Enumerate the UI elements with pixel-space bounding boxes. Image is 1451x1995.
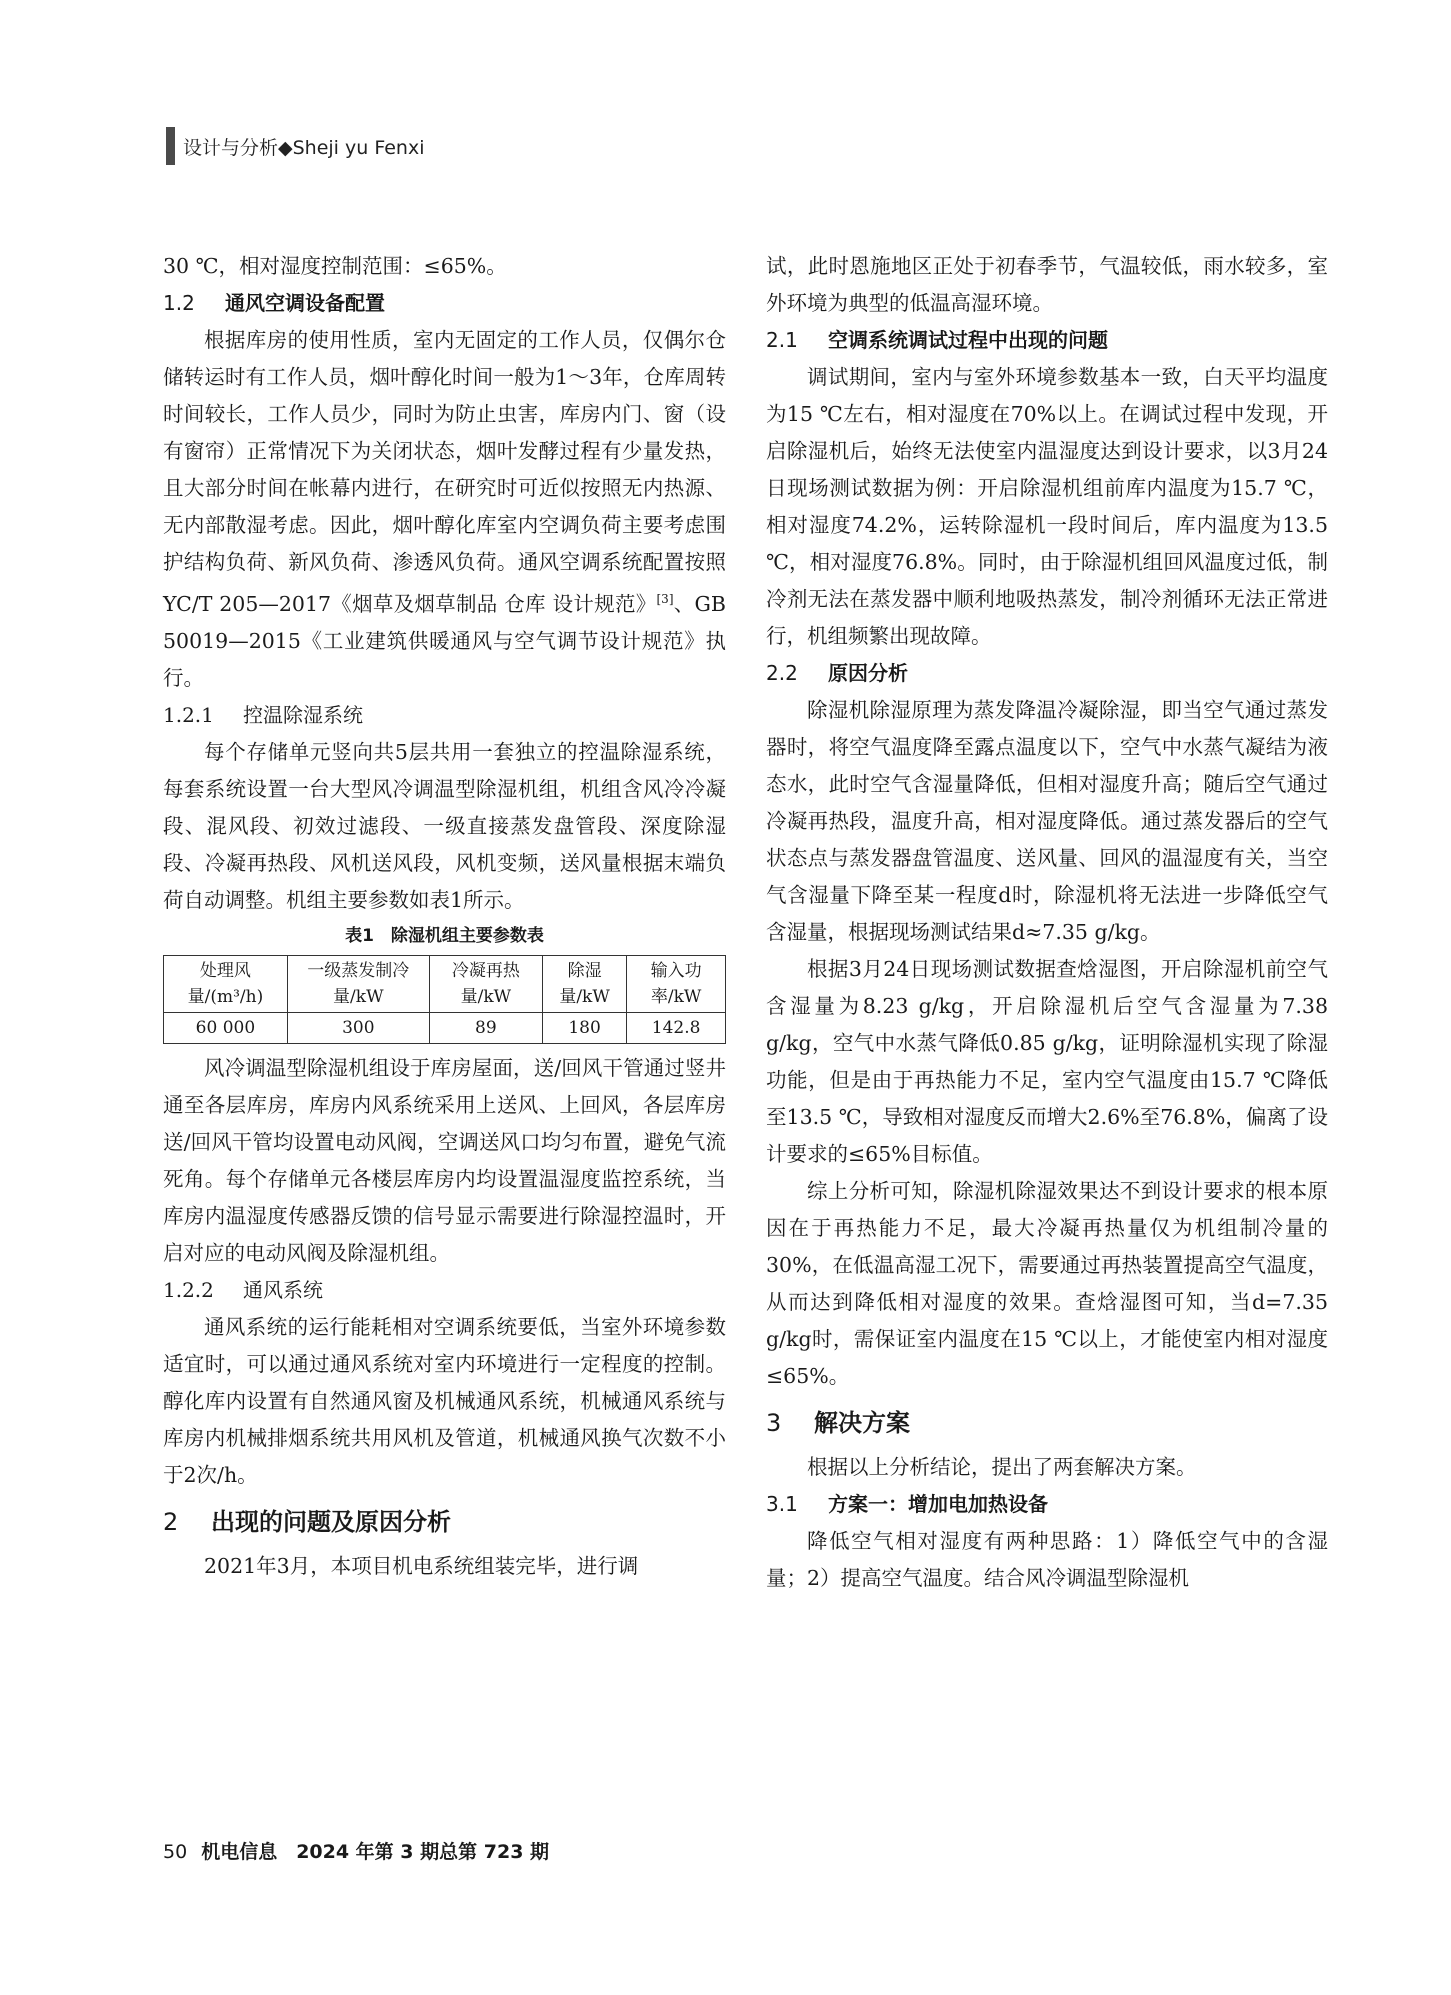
section-number: 1.2.2	[163, 1277, 214, 1302]
section-title: 通风系统	[243, 1277, 323, 1302]
section-number: 1.2.1	[163, 702, 214, 727]
section-heading	[163, 285, 726, 322]
section-title: 解决方案	[814, 1409, 910, 1437]
paragraph: 2021年3月，本项目机电系统组装完毕，进行调	[204, 1553, 639, 1578]
table-header-cell: 输入功率/kW	[627, 955, 726, 1012]
table-cell: 60 000	[164, 1012, 288, 1043]
paragraph	[163, 322, 726, 697]
subsection-heading	[163, 697, 726, 734]
section-title: 空调系统调试过程中出现的问题	[828, 328, 1108, 352]
paragraph: 30 ℃，相对湿度控制范围：≤65%。	[163, 254, 507, 278]
table-row	[164, 1012, 726, 1043]
paragraph: 试，此时恩施地区正处于初春季节，气温较低，雨水较多，室外环境为典型的低温高湿环境。	[766, 254, 1328, 315]
journal-info: 机电信息 2024 年第 3 期总第 723 期	[201, 1841, 550, 1863]
reference: [3]	[656, 592, 674, 606]
section-number: 3.1	[766, 1492, 798, 1516]
text-run: 根据库房的使用性质，室内无固定的工作人员，仅偶尔仓储转运时有工作人员，烟叶醇化时间一般为1～3年，仓库周转时间较长，工作人员少，同时为防止虫害，库房内门、窗（设有窗帘）正常情况下为关闭状态，烟叶发酵过程有少量发热，且大部分时间在帐幕内进行，在研究时可近似按照无内热源、无内部散湿考虑。因此，烟叶醇化库室内空调负荷主要考虑围护结构负荷、新风负荷、渗透风负荷。通风空调系统配置按照YC/T 205—2017《烟草及烟草制品 仓库 设计规范》	[163, 328, 726, 616]
table-header-cell: 处理风量/(m³/h)	[164, 955, 288, 1012]
subsection-heading	[163, 1272, 726, 1309]
chapter-heading	[163, 1502, 726, 1542]
running-header	[166, 128, 424, 164]
table-header-cell: 除湿量/kW	[542, 955, 626, 1012]
table-header-cell: 冷凝再热量/kW	[429, 955, 542, 1012]
section-heading	[766, 1486, 1328, 1523]
paragraph: 风冷调温型除湿机组设于库房屋面，送/回风干管通过竖井通至各层库房，库房内风系统采用上送风、上回风，各层库房送/回风干管均设置电动风阀，空调送风口均匀布置，避免气流死角。每个存储单元各楼层库房内均设置温湿度监控系统，当库房内温湿度传感器反馈的信号显示需要进行除湿控温时，开启对应的电动风阀及除湿机组。	[163, 1055, 726, 1265]
paragraph: 综上分析可知，除湿机除湿效果达不到设计要求的根本原因在于再热能力不足，最大冷凝再热量仅为机组制冷量的30%，在低温高湿工况下，需要通过再热装置提高空气温度，从而达到降低相对湿度的效果。查焓湿图可知，当d=7.35 g/kg时，需保证室内温度在15 ℃以上，才能使室内相对湿度≤65%。	[766, 1179, 1328, 1388]
header-bar	[166, 127, 175, 165]
table-cell: 300	[287, 1012, 429, 1043]
table-cell: 89	[429, 1012, 542, 1043]
section-number: 1.2	[163, 291, 195, 315]
section-number: 2.1	[766, 328, 798, 352]
chapter-heading	[766, 1403, 1328, 1443]
section-title: 出现的问题及原因分析	[211, 1507, 451, 1536]
paragraph: 根据3月24日现场测试数据查焓湿图，开启除湿机前空气含湿量为8.23 g/kg，开启除湿机后空气含湿量为7.38 g/kg，空气中水蒸气降低0.85 g/kg，证明除湿机实现了除湿功能，但是由于再热能力不足，室内空气温度由15.7 ℃降低至13.5 ℃，导致相对湿度反而增大2.6%至76.8%，偏离了设计要求的≤65%目标值。	[766, 957, 1328, 1166]
page-number: 50	[163, 1841, 188, 1863]
section-heading	[766, 322, 1328, 359]
section-heading	[766, 655, 1328, 692]
page-footer	[163, 1837, 549, 1864]
paragraph: 通风系统的运行能耗相对空调系统要低，当室外环境参数适宜时，可以通过通风系统对室内环境进行一定程度的控制。醇化库内设置有自然通风窗及机械通风系统，机械通风系统与库房内机械排烟系统共用风机及管道，机械通风换气次数不小于2次/h。	[163, 1314, 726, 1487]
paragraph: 降低空气相对湿度有两种思路：1）降低空气中的含湿量；2）提高空气温度。结合风冷调温型除湿机	[766, 1529, 1328, 1590]
table-cell: 180	[542, 1012, 626, 1043]
table-header-cell: 一级蒸发制冷量/kW	[287, 955, 429, 1012]
table-header-row	[164, 955, 726, 1012]
section-title: 控温除湿系统	[243, 702, 363, 727]
section-number: 2	[163, 1507, 179, 1536]
right-column	[766, 248, 1328, 1597]
section-title: 通风空调设备配置	[225, 291, 385, 315]
paragraph: 每个存储单元竖向共5层共用一套独立的控温除湿系统，每套系统设置一台大型风冷调温型除湿机组，机组含风冷冷凝段、混风段、初效过滤段、一级直接蒸发盘管段、深度除湿段、冷凝再热段、风机送风段，风机变频，送风量根据末端负荷自动调整。机组主要参数如表1所示。	[163, 739, 726, 912]
table-cell: 142.8	[627, 1012, 726, 1043]
parameters-table	[163, 955, 726, 1044]
paragraph: 根据以上分析结论，提出了两套解决方案。	[807, 1455, 1197, 1479]
section-title: 方案一：增加电加热设备	[828, 1492, 1048, 1516]
text-run: 、GB 50019—2015《工业建筑供暖通风与空气调节设计规范》执行。	[163, 591, 726, 690]
header-text: 设计与分析◆Sheji yu Fenxi	[183, 136, 425, 159]
section-number: 3	[766, 1409, 782, 1437]
left-column	[163, 248, 726, 1585]
section-title: 原因分析	[828, 661, 908, 685]
section-number: 2.2	[766, 661, 798, 685]
paragraph: 除湿机除湿原理为蒸发降温冷凝除湿，即当空气通过蒸发器时，将空气温度降至露点温度以下，空气中水蒸气凝结为液态水，此时空气含湿量降低，但相对湿度升高；随后空气通过冷凝再热段，温度升高，相对湿度降低。通过蒸发器后的空气状态点与蒸发器盘管温度、送风量、回风的温湿度有关，当空气含湿量下降至某一程度d时，除湿机将无法进一步降低空气含湿量，根据现场测试结果d≈7.35 g/kg。	[766, 698, 1328, 944]
table-caption: 表1 除湿机组主要参数表	[345, 925, 544, 946]
paragraph: 调试期间，室内与室外环境参数基本一致，白天平均温度为15 ℃左右，相对湿度在70%以上。在调试过程中发现，开启除湿机后，始终无法使室内温湿度达到设计要求，以3月24日现场测试数据为例：开启除湿机组前库内温度为15.7 ℃，相对湿度74.2%，运转除湿机一段时间后，库内温度为13.5 ℃，相对湿度76.8%。同时，由于除湿机组回风温度过低，制冷剂无法在蒸发器中顺利地吸热蒸发，制冷剂循环无法正常进行，机组频繁出现故障。	[766, 365, 1328, 648]
